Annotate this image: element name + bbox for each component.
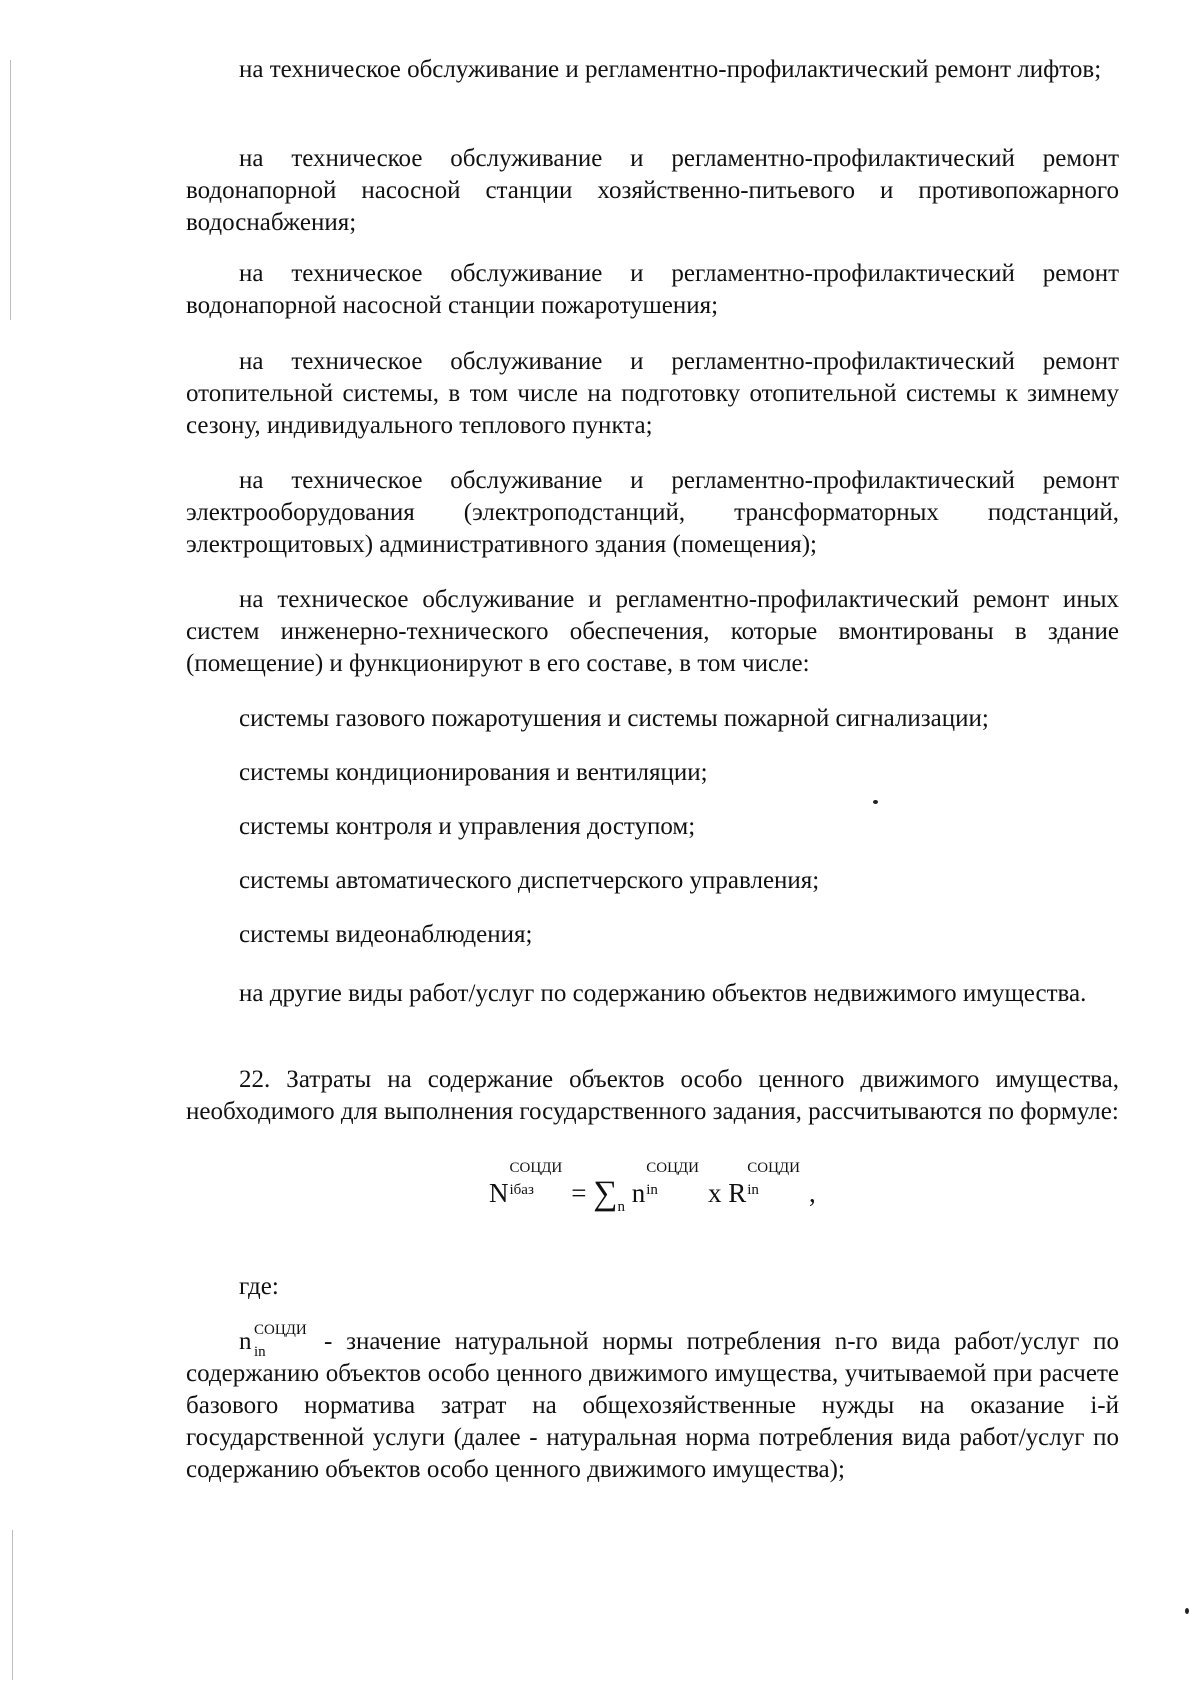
list-item: системы кондиционирования и вентиляции; [239, 759, 708, 786]
formula-lhs-sup: СОЦДИ [509, 1160, 563, 1176]
formula-r-sup: СОЦДИ [747, 1160, 800, 1176]
formula-sigma: ∑ [593, 1175, 618, 1212]
paragraph-other-works: на другие виды работ/услуг по содержанию объектов недвижимого имущества. [239, 980, 1087, 1007]
formula-n-symbol: n [631, 1178, 646, 1208]
scan-speck [1185, 1608, 1189, 1614]
definition-sup: СОЦДИ [254, 1322, 307, 1338]
paragraph-heating-system: на техническое обслуживание и регламентно-профилактический ремонт отопительной системы, в том числе на подготовку отопительной системы к зимнему сезону, индивидуального теплового пункта; [186, 348, 1119, 439]
scan-speck [873, 800, 878, 804]
formula-trailing-comma: , [809, 1178, 816, 1208]
definition-sub: in [254, 1344, 266, 1360]
formula-r-symbol: R [728, 1178, 747, 1208]
paragraph-engineering-systems: на техническое обслуживание и регламентно-профилактический ремонт иных систем инженерно-технического обеспечения, которые вмонтированы в здание (помещение) и функционируют в его составе, в том числе: [186, 586, 1119, 677]
formula-sigma-sub: n [617, 1199, 625, 1215]
definition-symbol-letter: n [239, 1328, 252, 1355]
paragraph-water-pump-station: на техническое обслуживание и регламентно-профилактический ремонт водонапорной насосной станции хозяйственно-питьевого и противопожарного водоснабжения; [186, 145, 1119, 236]
list-item: системы газового пожаротушения и системы пожарной сигнализации; [239, 705, 989, 732]
formula-equals: = [571, 1178, 587, 1208]
paragraph-electrical: на техническое обслуживание и регламентно-профилактический ремонт электрооборудования (электроподстанций, трансформаторных подстанций, электрощитовых) административного здания (помещения); [186, 467, 1119, 558]
paragraph-lifts: на техническое обслуживание и регламентно-профилактический ремонт лифтов; [239, 56, 1102, 83]
formula-times: x [707, 1178, 722, 1208]
formula-lhs-sub: iбаз [509, 1182, 534, 1198]
formula-n-sup: СОЦДИ [646, 1160, 699, 1176]
scan-edge-line-bottom [12, 1530, 13, 1680]
formula-r-indices [746, 1160, 802, 1202]
scan-edge-line [10, 60, 11, 320]
definition-symbol-indices [253, 1322, 309, 1360]
paragraph-fire-pump-station: на техническое обслуживание и регламентно-профилактический ремонт водонапорной насосной станции пожаротушения; [186, 260, 1119, 319]
formula-lhs-symbol: N [489, 1178, 509, 1208]
definition-text: - значение натуральной нормы потребления n-го вида работ/услуг по содержанию объектов особо ценного движимого имущества, учитываемой при расчете базового норматива затрат на общехозяйственные нужды на оказание i-й государственной услуги (далее - натуральная норма потребления вида работ/услуг по содержанию объектов особо ценного движимого имущества); [186, 1328, 1119, 1483]
formula-r-sub: in [747, 1182, 759, 1198]
where-label: где: [239, 1273, 279, 1300]
list-item: системы видеонаблюдения; [239, 921, 533, 948]
formula [489, 1160, 816, 1215]
formula-n-indices [645, 1160, 701, 1202]
formula-n-sub: in [646, 1182, 658, 1198]
formula-lhs-indices [509, 1160, 565, 1202]
definition-paragraph [186, 1322, 1119, 1486]
paragraph-section-22: 22. Затраты на содержание объектов особо ценного движимого имущества, необходимого для выполнения государственного задания, рассчитываются по формуле: [186, 1066, 1119, 1125]
list-item: системы контроля и управления доступом; [239, 813, 696, 840]
list-item: системы автоматического диспетчерского управления; [239, 867, 820, 894]
definition-symbol [239, 1322, 324, 1360]
